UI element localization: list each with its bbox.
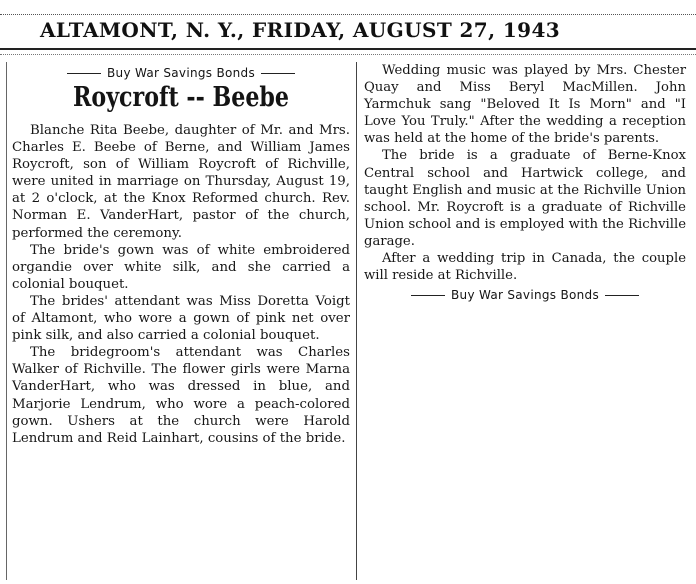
masthead-top-rule	[0, 14, 696, 15]
article-paragraph: After a wedding trip in Canada, the couple will reside at Richville.	[364, 251, 686, 284]
slug-bottom-text: Buy War Savings Bonds	[451, 288, 599, 303]
column-divider	[356, 62, 357, 580]
article-paragraph: The bride is a graduate of Berne-Knox Central school and Hartwick college, and taught English and music at the Richville Union school. Mr. Roycroft is a graduate of Richville Union school and is employed with the Richville garage.	[364, 148, 686, 249]
slug-top-text: Buy War Savings Bonds	[107, 66, 255, 80]
article-column-left	[12, 62, 350, 447]
article-paragraph: The brides' attendant was Miss Doretta Voigt of Altamont, who wore a gown of pink net over pink silk, and also carried a colonial bouquet.	[12, 293, 350, 344]
article-paragraph: The bride's gown was of white embroidered organdie over white silk, and she carried a colonial bouquet.	[12, 242, 350, 292]
masthead-title: ALTAMONT, N. Y., FRIDAY, AUGUST 27, 1943	[40, 18, 561, 42]
slug-dash-left	[67, 73, 101, 74]
article-headline: Roycroft -- Beebe	[73, 82, 289, 113]
slug-dash-right	[261, 73, 295, 74]
masthead	[0, 8, 696, 48]
article-paragraph: Blanche Rita Beebe, daughter of Mr. and Mrs. Charles E. Beebe of Berne, and William James Roycroft, son of William Roycroft of Richville, were united in marriage on Thursday, August 19, at 2 o'clock, at the Knox Reformed church. Rev. Norman E. VanderHart, pastor of the church, performed the ceremony.	[12, 123, 350, 241]
slug-dash-right	[605, 295, 639, 296]
article-border-left	[6, 62, 7, 580]
slug-top	[12, 66, 350, 80]
article-paragraph: The bridegroom's attendant was Charles Walker of Richville. The flower girls were Marna VanderHart, who was dressed in blue, and Marjorie Lendrum, who wore a peach-colored gown. Ushers at the church were Harold Lendrum and Reid Lainhart, cousins of the bride.	[12, 345, 350, 446]
slug-dash-left	[411, 295, 445, 296]
article-paragraph: Wedding music was played by Mrs. Chester Quay and Miss Beryl MacMillen. John Yarmchuk sang "Beloved It Is Morn" and "I Love You Truly." After the wedding a reception was held at the home of the bride's parents.	[364, 63, 686, 147]
masthead-bottom-rule	[0, 48, 696, 50]
article-column-right	[364, 62, 686, 304]
slug-bottom	[364, 288, 686, 302]
masthead-dotted-rule	[0, 54, 696, 55]
